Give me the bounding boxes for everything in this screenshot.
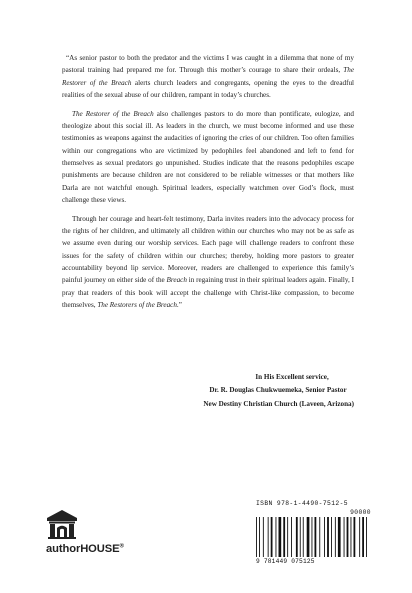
barcode-bar — [268, 517, 269, 557]
paragraph-1 — [62, 52, 354, 101]
barcode-bar — [324, 517, 325, 557]
paragraph-3 — [62, 213, 354, 312]
barcode-bar — [359, 517, 360, 557]
registered-mark: ® — [119, 543, 124, 550]
barcode-bar — [347, 517, 349, 557]
barcode-bar — [283, 517, 285, 557]
isbn-barcode — [254, 500, 373, 570]
paragraph-2 — [62, 108, 354, 207]
p2-text: also challenges pastors to do more than pontificate, eulogize, and theologize about this social ill. As leaders in the church, we must become informed and use these testimonies as weapons against the audacities of ignoring the cries of our children. Too often families within our congregations who are victimized by pedophiles feel abandoned and left to fend for themselves as sexual predators go unpunished. Studies indicate that the reasons pedophiles escape punishments are because children are not considered to be reliable witnesses or that mothers like Darla are not watchful enough. Spiritual leaders, especially watchmen over God’s flock, must challenge these views. — [62, 109, 355, 204]
barcode-bar — [319, 517, 320, 557]
endorsement-text — [62, 52, 354, 317]
barcode-bar — [300, 517, 301, 557]
barcode-bar — [338, 517, 341, 557]
signature-line-1: In His Excellent service, — [255, 373, 329, 381]
barcode-bar — [263, 517, 264, 557]
signature-line-3: New Destiny Christian Church (Laveen, Arizona) — [203, 399, 354, 408]
barcode-bar — [296, 517, 298, 557]
barcode-bar — [303, 517, 304, 557]
barcode-bar — [344, 517, 345, 557]
barcode-bar — [256, 517, 257, 557]
isbn-number: ISBN 978-1-4490-7512-5 — [256, 500, 348, 507]
barcode-bar — [315, 517, 317, 557]
barcode-bar — [366, 517, 367, 557]
barcode-bar — [312, 517, 313, 557]
signature-block — [203, 371, 354, 411]
authorhouse-house-icon — [46, 509, 78, 539]
barcode-digits: 9 781449 075125 — [256, 558, 315, 565]
barcode-bar — [307, 517, 310, 557]
barcode-bar — [351, 517, 352, 557]
p3-book-title: The Restorers of the Breach — [97, 300, 177, 309]
p1-text-a: “As senior pastor to both the predator and the victims I was caught in a dilemma that none of my pastoral training had prepared me for. Through this mother’s courage to share their ordeals, — [62, 54, 354, 75]
barcode-bar — [271, 517, 273, 557]
barcode-bar — [354, 517, 356, 557]
barcode-bar — [259, 517, 260, 557]
p1-book-title: The Restorer of the Breach — [62, 66, 354, 87]
p1-text-b: alerts church leaders and congregants, opening the eyes to the dreadful realities of the sexual abuse of our children, rampant in today’s churches. — [62, 78, 354, 100]
barcode-bar — [335, 517, 336, 557]
barcode-bar — [287, 517, 288, 557]
publisher-logo — [46, 507, 166, 569]
barcode-bar — [327, 517, 329, 557]
publisher-name — [46, 543, 124, 555]
p3-text-a: Through her courage and heart-felt testimony, Darla invites readers into the advocacy process for the rights of her children, and ultimately all children within our churches who may not be as safe as we assume even during our worship services. Each page will challenge readers to confront these issues for the safety of children within our churches; thereby, holding more pastors to greater accountability beyond lip service. Moreover, readers are challenged to experience this family’s painful journey on either side of the — [62, 214, 354, 285]
barcode-bar — [362, 517, 364, 557]
p3-text-b: in regaining trust in their spiritual leaders again. Finally, I pray that readers of this book will accept the challenge with Christ-like compassion, to become themselves, — [62, 276, 354, 309]
barcode-bars — [256, 517, 371, 557]
barcode-bar — [331, 517, 332, 557]
signature-line-2: Dr. R. Douglas Chukwuemeka, Senior Pastor — [209, 386, 347, 395]
p2-book-title: The Restorer of the Breach — [72, 109, 154, 118]
publisher-name-text: authorHOUSE — [46, 543, 120, 555]
price-code: 90000 — [350, 509, 371, 516]
p3-text-c: .” — [176, 300, 182, 309]
barcode-bar — [276, 517, 277, 557]
barcode-bar — [279, 517, 282, 557]
p3-breach-word: Breach — [166, 276, 187, 285]
barcode-bar — [291, 517, 292, 557]
